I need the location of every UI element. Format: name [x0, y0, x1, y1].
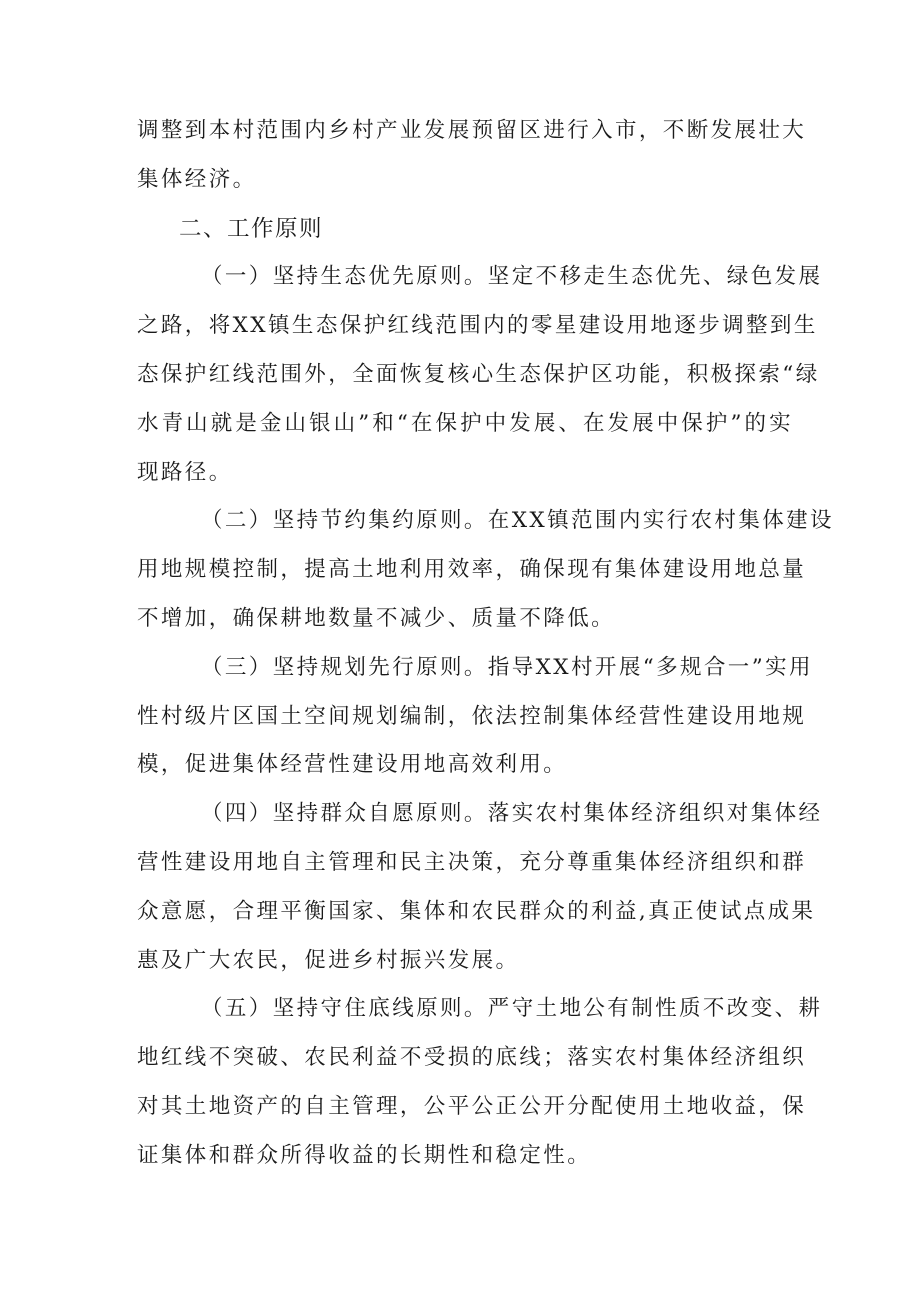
paragraph-line: 之路，将XX镇生态保护红线范围内的零星建设用地逐步调整到生: [137, 313, 818, 339]
principle-paragraph-4: [137, 790, 823, 985]
document-body: [137, 107, 834, 1181]
paragraph-line: 地红线不突破、农民利益不受损的底线；落实农村集体经济组织: [137, 1045, 807, 1071]
paragraph-line: （四）坚持群众自愿原则。落实农村集体经济组织对集体经: [201, 801, 823, 827]
paragraph-line: 态保护红线范围外，全面恢复核心生态保护区功能，积极探索“绿: [137, 361, 820, 387]
principle-paragraph-2: [137, 497, 834, 643]
paragraph-line: 现路径。: [137, 459, 233, 485]
paragraph-line: 性村级片区国土空间规划编制，依法控制集体经营性建设用地规: [137, 703, 807, 729]
paragraph-line: 营性建设用地自主管理和民主决策，充分尊重集体经济组织和群: [137, 849, 807, 875]
paragraph-line: 惠及广大农民，促进乡村振兴发展。: [137, 947, 520, 973]
paragraph-line: 证集体和群众所得收益的长期性和稳定性。: [137, 1142, 592, 1168]
paragraph-line: 用地规模控制，提高土地利用效率，确保现有集体建设用地总量: [137, 557, 807, 583]
paragraph-line: 对其土地资产的自主管理，公平公正公开分配使用土地收益，保: [137, 1093, 807, 1119]
principle-paragraph-5: [137, 985, 823, 1180]
paragraph-line: 集体经济。: [137, 166, 257, 192]
paragraph-line: 水青山就是金山银山”和“在保护中发展、在发展中保护”的实: [137, 410, 793, 436]
paragraph-line: （五）坚持守住底线原则。严守土地公有制性质不改变、耕: [201, 996, 823, 1022]
paragraph-line: 模，促进集体经营性建设用地高效利用。: [137, 752, 568, 778]
paragraph-line: （一）坚持生态优先原则。坚定不移走生态优先、绿色发展: [201, 264, 823, 290]
section-heading: 二、工作原则: [179, 215, 324, 242]
principle-paragraph-1: [137, 253, 823, 497]
paragraph-line: （三）坚持规划先行原则。指导XX村开展“多规合一”实用: [201, 654, 813, 680]
principle-paragraph-3: [137, 644, 813, 790]
paragraph-line: 众意愿，合理平衡国家、集体和农民群众的利益,真正使试点成果: [137, 898, 816, 924]
paragraph-line: （二）坚持节约集约原则。在XX镇范围内实行农村集体建设: [201, 508, 834, 534]
paragraph-line: 不增加，确保耕地数量不减少、质量不降低。: [137, 605, 616, 631]
intro-paragraph: [137, 107, 807, 205]
paragraph-line: 调整到本村范围内乡村产业发展预留区进行入市，不断发展壮大: [137, 118, 807, 143]
